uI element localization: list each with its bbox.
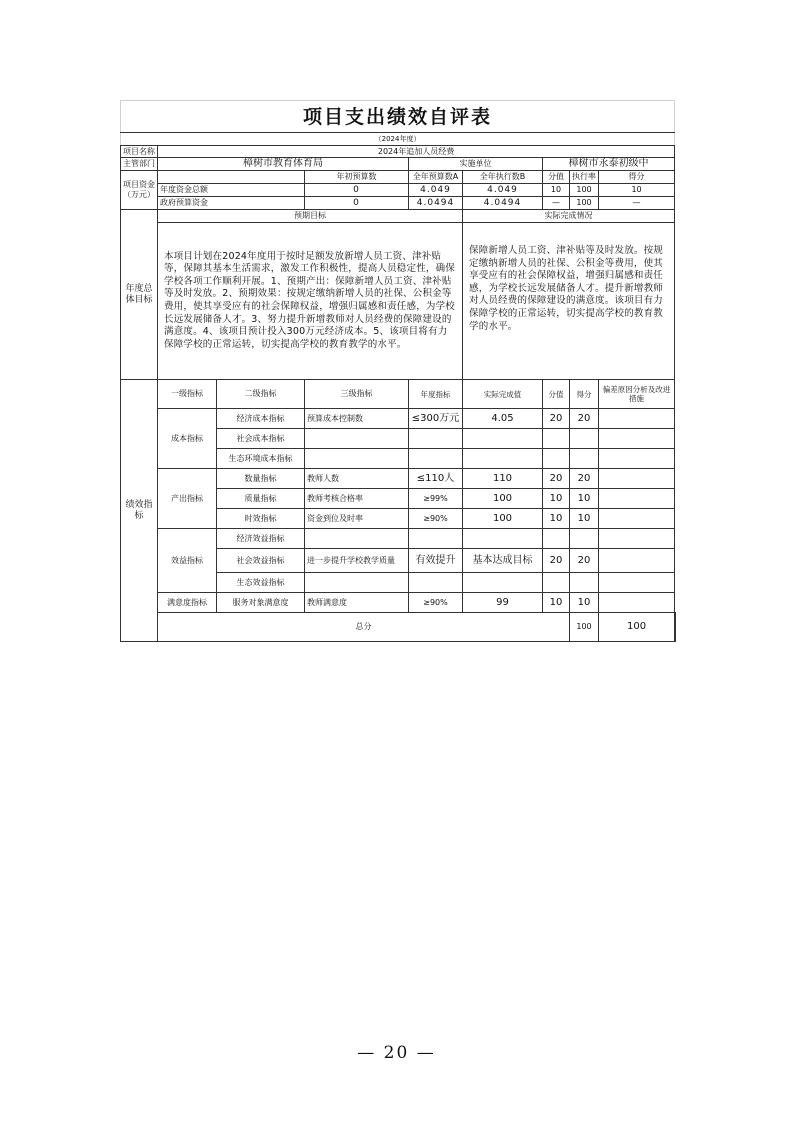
dept-label: 主管部门 (121, 158, 158, 171)
perf-target (409, 529, 463, 549)
funds-row-rate: 100 (570, 184, 599, 197)
project-name: 2024年追加人员经费 (158, 146, 675, 158)
impl-unit-label: 实施单位 (409, 158, 543, 171)
expected-goal-header: 预期目标 (158, 210, 463, 223)
funds-header-rate: 执行率 (570, 171, 599, 184)
funds-row-initial: 0 (305, 197, 409, 210)
perf-actual: 110 (463, 469, 543, 489)
perf-header-score: 得分 (570, 380, 599, 409)
perf-l2: 质量指标 (217, 489, 305, 509)
perf-value (543, 449, 570, 469)
perf-actual: 99 (463, 593, 543, 613)
perf-score (570, 449, 599, 469)
funds-row-initial: 0 (305, 184, 409, 197)
perf-l3: 进一步提升学校教学质量 (305, 549, 409, 573)
perf-deviation (599, 429, 675, 449)
total-label: 总分 (158, 613, 570, 642)
funds-header-score-value: 分值 (543, 171, 570, 184)
perf-l1-benefit: 效益指标 (158, 529, 217, 593)
perf-value: 10 (543, 509, 570, 529)
perf-l1-satisfaction: 满意度指标 (158, 593, 217, 613)
perf-l1-cost: 成本指标 (158, 409, 217, 469)
performance-self-evaluation-form (120, 100, 676, 642)
funds-row-score: 10 (599, 184, 675, 197)
perf-value (543, 529, 570, 549)
funds-row-budget: 4.049 (409, 184, 463, 197)
funds-header-score: 得分 (599, 171, 675, 184)
funds-row-score-value: — (543, 197, 570, 210)
perf-l3 (305, 449, 409, 469)
actual-completion-text: 保障新增人员工资、津补贴等及时发放。按规定缴纳新增人员的社保、公积金等费用，使其享受应有的社会保障权益，增强归属感和责任感，为学校长远发展储备人才。提升新增教师对人员经费的保障建设的满意度。该项目有力保障学校的正常运转，切实提高学校的教育教学的水平。 (463, 223, 675, 380)
funds-row-name: 政府预算资金 (158, 197, 305, 210)
perf-actual: 100 (463, 509, 543, 529)
annual-goals-label: 年度总体目标 (121, 210, 158, 380)
page-number: — 20 — (357, 1043, 436, 1063)
perf-l3: 预算成本控制数 (305, 409, 409, 429)
total-score: 100 (599, 613, 675, 642)
perf-value (543, 573, 570, 593)
funds-row-score-value: 10 (543, 184, 570, 197)
perf-l2: 社会效益指标 (217, 549, 305, 573)
funds-header-blank (158, 171, 305, 184)
perf-target: ≥99% (409, 489, 463, 509)
perf-actual (463, 573, 543, 593)
perf-l2: 经济成本指标 (217, 409, 305, 429)
perf-score: 10 (570, 489, 599, 509)
perf-target: ≥90% (409, 509, 463, 529)
perf-value: 10 (543, 593, 570, 613)
perf-target: ≥90% (409, 593, 463, 613)
perf-score: 10 (570, 509, 599, 529)
perf-score: 20 (570, 469, 599, 489)
perf-header-deviation: 偏差原因分析及改进措施 (599, 380, 675, 409)
perf-header-actual: 实际完成值 (463, 380, 543, 409)
perf-actual: 4.05 (463, 409, 543, 429)
funds-header-budget: 全年预算数A (409, 171, 463, 184)
perf-deviation (599, 469, 675, 489)
perf-score: 10 (570, 593, 599, 613)
perf-actual (463, 429, 543, 449)
perf-l2: 经济效益指标 (217, 529, 305, 549)
perf-score (570, 573, 599, 593)
perf-l2: 时效指标 (217, 509, 305, 529)
performance-indicators-label: 绩效指标 (121, 380, 158, 642)
perf-actual: 100 (463, 489, 543, 509)
perf-value: 20 (543, 549, 570, 573)
total-value: 100 (570, 613, 599, 642)
perf-l3 (305, 573, 409, 593)
perf-score: 20 (570, 409, 599, 429)
perf-target: ≤110人 (409, 469, 463, 489)
dept-value: 樟树市教育体育局 (158, 158, 409, 171)
perf-deviation (599, 449, 675, 469)
funds-row-budget: 4.0494 (409, 197, 463, 210)
total-deviation (675, 613, 676, 642)
perf-score (570, 529, 599, 549)
funds-label: 项目资金（万元） (121, 171, 158, 210)
fiscal-year: （2024年度） (121, 133, 675, 146)
perf-l2: 服务对象满意度 (217, 593, 305, 613)
project-name-label: 项目名称 (121, 146, 158, 158)
perf-target: ≤300万元 (409, 409, 463, 429)
perf-header-l3: 三级指标 (305, 380, 409, 409)
perf-value: 20 (543, 409, 570, 429)
perf-target (409, 573, 463, 593)
form-title: 项目支出绩效自评表 (121, 101, 675, 133)
perf-target (409, 449, 463, 469)
perf-l3: 资金到位及时率 (305, 509, 409, 529)
perf-header-value: 分值 (543, 380, 570, 409)
perf-value: 20 (543, 469, 570, 489)
perf-actual (463, 449, 543, 469)
perf-deviation (599, 549, 675, 573)
perf-deviation (599, 529, 675, 549)
perf-header-l2: 二级指标 (217, 380, 305, 409)
expected-goal-text: 本项目计划在2024年度用于按时足额发放新增人员工资、津补贴等，保障其基本生活需求，激发工作积极性，提高人员稳定性，确保学校各项工作顺利开展。1、预期产出：保障新增人员工资、津补贴等及时发放。2、预期效果：按规定缴纳新增人员的社保、公积金等费用，使其享受应有的社会保障权益，增强归属感和责任感，为学校长远发展储备人才。3、努力提升新增教师对人员经费的保障建设的满意度。4、该项目预计投入300万元经济成本。5、该项目将有力保障学校的正常运转，切实提高学校的教育教学的水平。 (158, 223, 463, 380)
perf-l3: 教师考核合格率 (305, 489, 409, 509)
perf-l3: 教师人数 (305, 469, 409, 489)
perf-l2: 数量指标 (217, 469, 305, 489)
perf-l3 (305, 529, 409, 549)
perf-header-target: 年度指标 (409, 380, 463, 409)
perf-deviation (599, 509, 675, 529)
perf-deviation (599, 409, 675, 429)
funds-row-exec: 4.0494 (463, 197, 543, 210)
perf-header-l1: 一级指标 (158, 380, 217, 409)
perf-l3 (305, 429, 409, 449)
perf-l2: 生态效益指标 (217, 573, 305, 593)
perf-deviation (599, 573, 675, 593)
funds-row-score: — (599, 197, 675, 210)
evaluation-table (120, 100, 676, 642)
perf-score (570, 429, 599, 449)
impl-unit-value: 樟树市永泰初级中 (543, 158, 675, 171)
perf-value: 10 (543, 489, 570, 509)
funds-header-exec: 全年执行数B (463, 171, 543, 184)
perf-l2: 社会成本指标 (217, 429, 305, 449)
actual-completion-header: 实际完成情况 (463, 210, 675, 223)
funds-row-name: 年度资金总额 (158, 184, 305, 197)
perf-target: 有效提升 (409, 549, 463, 573)
perf-l1-output: 产出指标 (158, 469, 217, 529)
perf-actual: 基本达成目标 (463, 549, 543, 573)
perf-target (409, 429, 463, 449)
funds-row-rate: 100 (570, 197, 599, 210)
funds-header-initial: 年初预算数 (305, 171, 409, 184)
funds-row-exec: 4.049 (463, 184, 543, 197)
perf-score: 20 (570, 549, 599, 573)
perf-l2: 生态环境成本指标 (217, 449, 305, 469)
perf-deviation (599, 489, 675, 509)
perf-l3: 教师满意度 (305, 593, 409, 613)
perf-value (543, 429, 570, 449)
perf-deviation (599, 593, 675, 613)
perf-actual (463, 529, 543, 549)
